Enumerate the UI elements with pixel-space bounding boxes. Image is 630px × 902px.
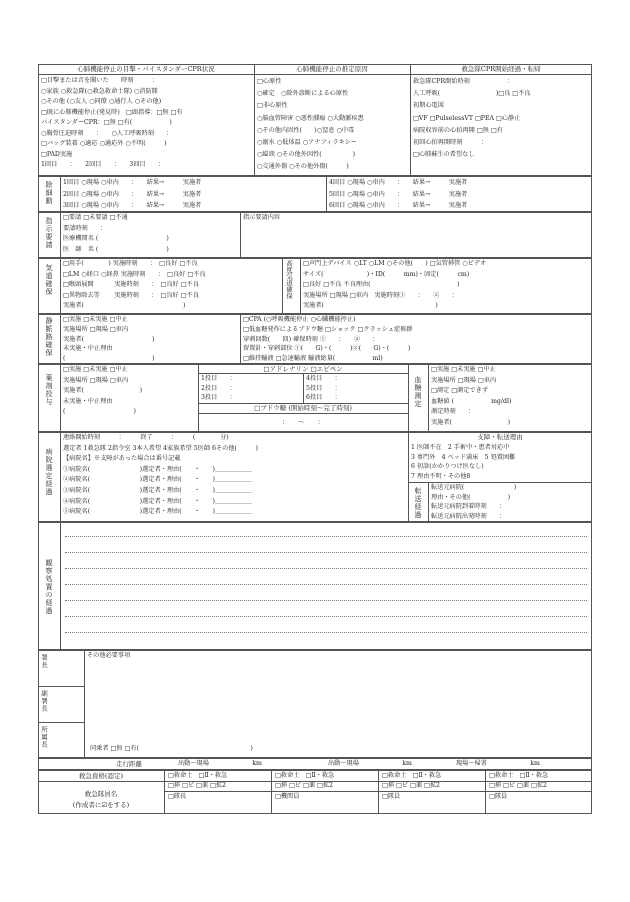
- sign-chief-label: 署長: [40, 654, 48, 669]
- iv-indication-line-3[interactable]: 穿刺回数( 回) 確保時刻 ① ： ② ：: [243, 335, 379, 343]
- cpr-start-line-6[interactable]: 初回心拍再開時刻 ：: [413, 139, 488, 147]
- airway-block: [60, 258, 282, 314]
- iv-block: [60, 314, 240, 364]
- iv-indication-block: [240, 314, 592, 364]
- hospital-row-1[interactable]: ①病院名( )選定者・理由( ・ )＿＿＿＿＿＿: [63, 465, 253, 473]
- crew-4-role[interactable]: □隊員: [489, 793, 508, 800]
- crew-3-qualification[interactable]: □救命士 □Ⅱ・救急: [382, 772, 442, 779]
- cpr-start-line-2[interactable]: 人工呼吸( )□良 □不良: [413, 90, 531, 98]
- glucose-line-6[interactable]: 実施者( ): [431, 418, 511, 426]
- sign-deputy-label: 副署長: [40, 690, 48, 713]
- cause-block: [254, 75, 410, 176]
- hospital-label: 病院選定経過: [45, 448, 53, 496]
- transfer-reason-block: [408, 432, 592, 482]
- glucose-line-4[interactable]: 血糖値 ( mg/dl): [431, 397, 512, 405]
- crew-3-certs[interactable]: □挿 □ビ □薬 □拡2: [382, 782, 440, 789]
- other-notes-label: その他必要事項: [87, 652, 131, 659]
- iv-indication-line-2[interactable]: □低血糖発作によるブドウ糖 □ショック □クラッシュ症候群: [243, 325, 413, 333]
- advanced-airway-line-4[interactable]: 実施場所 □現場 □車内 実施時刻① ： ② ：: [303, 291, 458, 299]
- airway-line-4[interactable]: □異物除去等 実施時刻 ： □良好 □不良: [63, 291, 199, 299]
- cause-line-7[interactable]: ○縊頸 ○その他外因性( ): [257, 151, 356, 159]
- instruction-label: 指示要請: [45, 217, 53, 249]
- crew-2-qualification[interactable]: □救命士 □Ⅱ・救急: [275, 772, 335, 779]
- hospital-row-3[interactable]: ③病院名( )選定者・理由( ・ )＿＿＿＿＿＿: [63, 486, 253, 494]
- airway-line-1[interactable]: □用手( ) 実施時刻 ： □良好 □不良: [63, 260, 198, 267]
- cause-header: 心肺機能停止の推定原因: [296, 65, 368, 73]
- defib-row-3[interactable]: 3回目 ○現場 ○車内 ： 結果→ 実施者: [63, 202, 202, 209]
- glucose-line-5[interactable]: 測定時刻 ：: [431, 408, 475, 415]
- witness-line-3[interactable]: ○その他 (○友人 ○同僚 ○通行人 ○その他): [41, 98, 162, 105]
- cpr-start-header: 救急隊CPR開始経過・転帰: [461, 65, 541, 73]
- airway-label: 気道確保: [45, 264, 53, 296]
- distance-label: 走行距離: [116, 760, 142, 768]
- crew-4-certs[interactable]: □挿 □ビ □薬 □拡2: [489, 782, 547, 789]
- advanced-airway-line-2[interactable]: サイズ( )・ID( mm)・固定( cm): [303, 270, 470, 278]
- airway-line-3[interactable]: □喉頭展開 実施時刻 ： □良好 □不良: [63, 281, 199, 288]
- transfer-block: [428, 482, 592, 522]
- crew-1-certs[interactable]: □挿 □ビ □薬 □拡2: [168, 782, 226, 789]
- qualification-label: 救急資格(認定): [78, 772, 124, 780]
- sign-head-label: 所属長: [40, 726, 48, 749]
- drug-line-5[interactable]: ( ): [63, 408, 136, 415]
- drug-label: 薬剤投与: [45, 374, 53, 406]
- iv-line-5[interactable]: ( ): [63, 355, 155, 363]
- hospital-block: [60, 432, 408, 522]
- advanced-airway-line-1[interactable]: □声門上デバイス ○LT ○LM ○その他( ) □気管挿管 ○ビデオ: [303, 260, 487, 267]
- instruction-line-4[interactable]: 医 師 名 ( ): [63, 245, 169, 253]
- transfer-reason-header: 支障・転送理由: [477, 433, 523, 441]
- dose-2[interactable]: 2投目 ：: [201, 384, 236, 392]
- defib-row-1[interactable]: 1回目 ○現場 ○車内 ： 結果→ 実施者: [63, 179, 202, 186]
- defib-rows-left: [60, 176, 326, 212]
- rider-line[interactable]: 同乗者 □無 □有( ): [90, 745, 253, 752]
- advanced-airway-label: 高度気道確保: [285, 260, 293, 299]
- drug-line-1[interactable]: □実施 □未実施 □中止: [63, 366, 128, 373]
- sign-head-field[interactable]: [50, 723, 83, 758]
- iv-indication-line-4[interactable]: 留置針・穿刺部位 ①( G)・( )②( G)・( ): [243, 345, 411, 353]
- transfer-reason-2: 3 専門外 4 ベッド満床 5 処置困難: [411, 453, 516, 461]
- glucose-line-2[interactable]: 実施場所 □現場 □車内: [431, 376, 497, 384]
- defib-row-2[interactable]: 2回目 ○現場 ○車内 ： 結果→ 実施者: [63, 190, 202, 198]
- witness-line-9[interactable]: 1回目 ： 2回目 ： 3回目 ：: [41, 161, 165, 168]
- transfer-line-4[interactable]: 転送元病院出発時刻 ：: [431, 512, 506, 520]
- witness-line-4[interactable]: □既に心肺機能停止(発見時) □頭指導：□無 □有: [41, 108, 183, 116]
- dose-col-right: [303, 373, 408, 403]
- witness-line-1[interactable]: □目撃または音を聞いた 時刻 ：: [41, 77, 159, 84]
- airway-line-5[interactable]: 実施者( ): [63, 302, 186, 309]
- cause-line-3[interactable]: □非心原性: [257, 102, 288, 110]
- transfer-reason-3: 6 初診(かかりつけ医なし): [411, 463, 484, 471]
- cause-line-4[interactable]: ○脳血管障害 ○悪性腫瘍 ○大動脈疾患: [257, 114, 364, 122]
- cpr-start-line-1[interactable]: 救急隊CPR開始時刻 ：: [413, 78, 514, 85]
- transfer-line-2[interactable]: 理由・その他( ): [431, 493, 511, 501]
- defib-label: 除細動: [45, 181, 53, 205]
- cause-line-8[interactable]: ○交通外傷 ○その他外傷( ): [257, 163, 349, 171]
- drug-line-2[interactable]: 実施場所 □現場 □車内: [63, 376, 129, 384]
- transfer-reason-1: 1 医師不在 2 手術中・患者対応中: [411, 443, 510, 451]
- dose-3[interactable]: 3投目 ：: [201, 394, 236, 402]
- instruction-content-field[interactable]: [240, 212, 592, 258]
- drug-status-block: [60, 364, 198, 432]
- drug-line-3[interactable]: 実施者( ): [63, 387, 143, 394]
- defib-row-4[interactable]: 4回目 ○現場 ○車内 ： 結果→ 実施者: [329, 179, 468, 186]
- glucose-line-1[interactable]: □実施 □未実施 □中止: [431, 366, 496, 373]
- observation-label: 観察処置の経過: [45, 559, 53, 615]
- cause-line-6[interactable]: ○溺水 ○低体温 ○アナフィラキシー: [257, 139, 358, 147]
- cpr-start-line-4[interactable]: □VF □PulselessVT □PEA □心静止: [413, 114, 521, 122]
- cause-line-2[interactable]: ○確定 ○除外診断による心原性: [257, 90, 349, 98]
- cpr-start-block: [410, 75, 592, 176]
- iv-line-1[interactable]: □実施 □未実施 □中止: [63, 316, 128, 323]
- drug-type-checkboxes[interactable]: □アドレナリン □エピペン: [263, 365, 343, 373]
- instruction-line-3[interactable]: 医療機関名 ( ): [63, 235, 169, 242]
- iv-line-4: 未実施・中止理由: [63, 345, 113, 353]
- glucose-admin-time[interactable]: ： 〜 ：: [281, 418, 325, 426]
- sign-deputy-field[interactable]: [50, 687, 83, 722]
- cause-line-5[interactable]: ○その他内因性( )○窒息 ○中毒: [257, 126, 355, 134]
- crew-1-qualification[interactable]: □救命士 □Ⅱ・救急: [168, 772, 228, 779]
- other-notes-field[interactable]: [84, 650, 592, 740]
- distance-scene-return[interactable]: 現場〜帰署 km: [456, 760, 540, 767]
- iv-line-2[interactable]: 実施場所 □現場 □車内: [63, 325, 129, 333]
- instruction-content-label: 指示要請内容: [243, 214, 281, 221]
- iv-line-3[interactable]: 実施者( ): [63, 335, 155, 343]
- crew-2-certs[interactable]: □挿 □ビ □薬 □拡2: [275, 782, 333, 789]
- witness-line-8[interactable]: □PAD実施: [41, 150, 73, 158]
- distance-dispatch-scene[interactable]: 出動〜現場 km: [178, 760, 262, 767]
- transfer-label: 転送経過: [414, 487, 422, 519]
- glucose-label: 血糖測定: [414, 376, 422, 408]
- instruction-block: [60, 212, 240, 258]
- iv-indication-line-5[interactable]: □維持輸液 □急速輸液 輸液総量( ml): [243, 355, 383, 363]
- defib-rows-right: [326, 176, 592, 212]
- defib-row-5[interactable]: 5回目 ○現場 ○車内 ： 結果→ 実施者: [329, 190, 468, 198]
- glucose-admin-label[interactable]: □ブドウ糖 (開始時刻〜完了時刻): [254, 404, 352, 412]
- distance-dispatch-scene-2[interactable]: 出動〜現場 km: [328, 760, 412, 767]
- transfer-reason-4: 7 理由不明・その他8: [411, 473, 471, 481]
- hospital-line-3: 【病院名】※支障があった場合は番号記載: [63, 455, 181, 463]
- crew-name-label: 救急隊員名: [84, 790, 118, 798]
- crew-1-role[interactable]: □隊長: [168, 793, 187, 800]
- cause-line-1[interactable]: □心原性: [257, 78, 282, 85]
- dose-4[interactable]: 4投目 ：: [306, 375, 341, 382]
- cpr-start-line-3: 初期心電図: [413, 102, 444, 110]
- dose-6[interactable]: 6投目 ：: [306, 394, 341, 402]
- sign-chief-field[interactable]: [50, 651, 83, 686]
- transfer-line-1[interactable]: 転送元病院( ): [431, 484, 517, 491]
- report-sheet: [38, 64, 592, 820]
- defib-row-6[interactable]: 6回目 ○現場 ○車内 ： 結果→ 実施者: [329, 202, 468, 209]
- advanced-airway-line-3[interactable]: □良好 □不良 不良理由( ): [303, 281, 460, 288]
- cpr-witness-block: [38, 75, 254, 176]
- iv-indication-line-1[interactable]: □CPA (○呼吸機能停止 ○心臓機能停止): [243, 316, 356, 323]
- advanced-airway-line-5[interactable]: 実施者( ): [303, 302, 438, 309]
- crew-4-qualification[interactable]: □救命士 □Ⅱ・救急: [489, 772, 549, 779]
- cpr-start-line-7[interactable]: □心肺蘇生の希望なし: [413, 151, 475, 159]
- instruction-line-1[interactable]: □要請 □未要請 □不通: [63, 214, 128, 221]
- hospital-row-5[interactable]: ⑤病院名( )選定者・理由( ・ )＿＿＿＿＿＿: [63, 508, 253, 516]
- dose-1[interactable]: 1投目 ：: [201, 375, 236, 382]
- witness-line-6[interactable]: ○胸骨圧迫時刻 ： ○人工呼吸時刻 ：: [41, 129, 173, 137]
- glucose-block: [428, 364, 592, 432]
- witness-line-7[interactable]: □バッグ装着 ○適応 ○適応外 ○不明( ): [41, 140, 167, 147]
- advanced-airway-block: [300, 258, 592, 314]
- hospital-row-4[interactable]: ④病院名( )選定者・理由( ・ )＿＿＿＿＿＿: [63, 497, 253, 505]
- cpr-start-line-5[interactable]: 病院収容前の心拍再開 □無 □有: [413, 126, 503, 134]
- crew-author-note: (作成者に☑をする): [72, 801, 130, 809]
- observation-writing-area[interactable]: [61, 523, 591, 649]
- drug-line-4: 未実施・中止理由: [63, 397, 113, 405]
- hospital-row-2[interactable]: ②病院名( )選定者・理由( ・ )＿＿＿＿＿＿: [63, 476, 253, 484]
- witness-line-5[interactable]: バイスタンダーCPR：□無 □有( ): [41, 119, 172, 126]
- witness-line-2[interactable]: ○家族 ○救急隊(○救急救命士隊) ○消防隊: [41, 87, 158, 95]
- transfer-line-3[interactable]: 転送元病院到着時刻 ：: [431, 503, 506, 511]
- hospital-line-2[interactable]: 選定者 1救急隊 2指令室 3本人希望 4家族希望 5医師 6その他( ): [63, 444, 258, 452]
- crew-2-role[interactable]: □機関員: [275, 793, 300, 800]
- cpr-witness-header: 心肺機能停止の目撃・バイスタンダーCPR状況: [77, 65, 215, 73]
- glucose-line-3[interactable]: □測定 □測定できず: [431, 387, 488, 394]
- instruction-line-2[interactable]: 要請時刻 ：: [63, 224, 107, 232]
- dose-5[interactable]: 5投目 ：: [306, 384, 341, 392]
- airway-line-2[interactable]: □LM ○経口 ○経鼻 実施時刻 ： □良好 □不良: [63, 270, 206, 278]
- hospital-line-1[interactable]: 連絡開始時刻 ： 終了 ： ( 分): [63, 434, 229, 441]
- crew-3-role[interactable]: □隊員: [382, 793, 401, 800]
- iv-label: 静脈路確保: [45, 317, 53, 357]
- dose-col-left: [198, 373, 303, 403]
